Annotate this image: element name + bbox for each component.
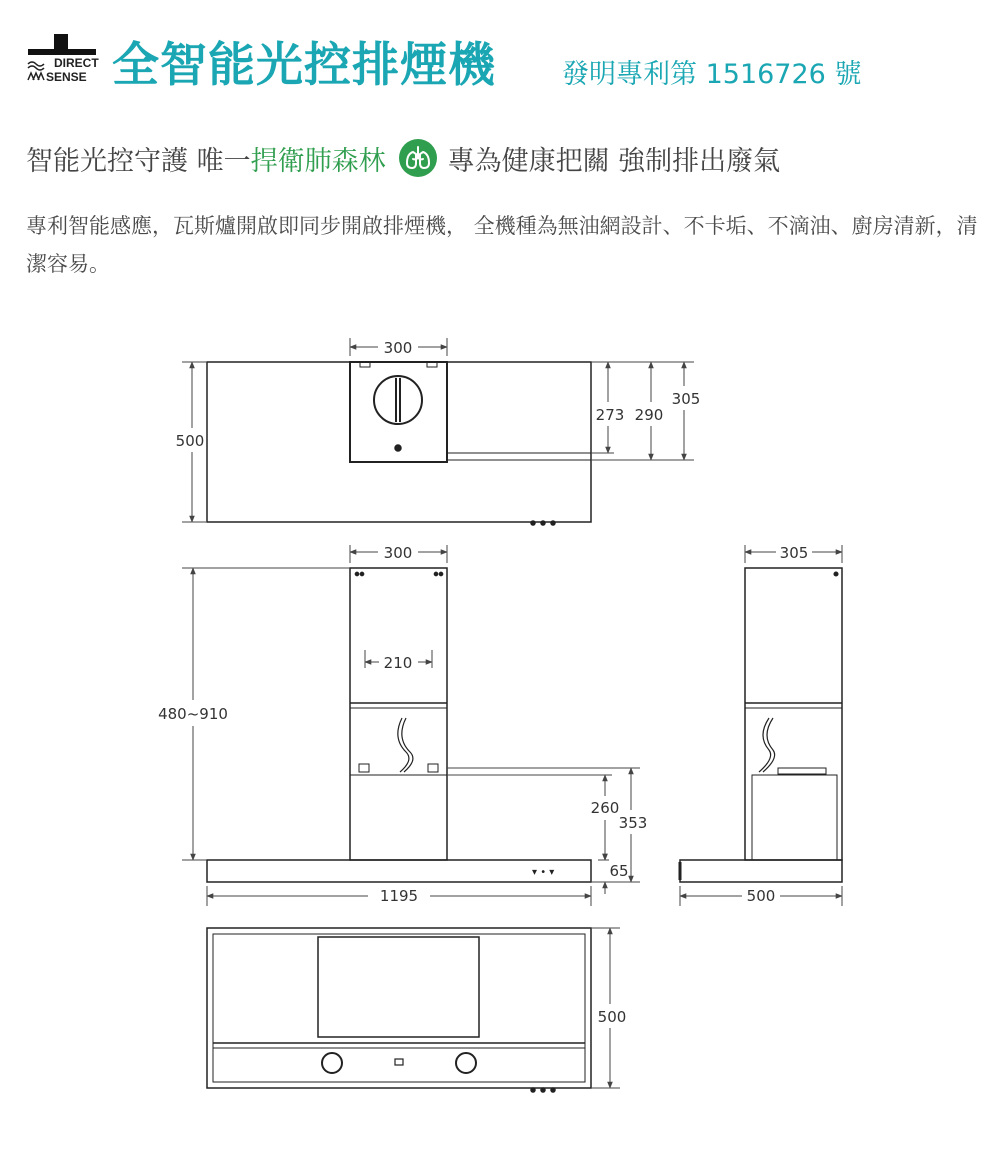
page-title: 全智能光控排煙機 [112, 38, 496, 93]
dim-260: 260 [590, 799, 620, 817]
dim-353: 353 [618, 814, 648, 832]
patent-note [562, 52, 861, 91]
dim-inner-width: 210 [383, 654, 413, 672]
technical-drawing [0, 320, 1000, 1120]
patent-number: 1516726 [705, 59, 826, 90]
top-view [207, 362, 591, 525]
dim-65: 65 [609, 862, 629, 880]
patent-suffix: 號 [834, 59, 862, 90]
dim-305: 305 [671, 390, 701, 408]
dim-total-width: 1195 [379, 887, 419, 905]
dim-273: 273 [595, 406, 625, 424]
svg-text:DIRECT: DIRECT [54, 56, 99, 70]
tagline-part2: 專為健康把關 強制排出廢氣 [447, 146, 781, 177]
bottom-view [207, 928, 591, 1092]
front-view-dimensions [182, 545, 640, 906]
dim-top-width: 300 [383, 339, 413, 357]
svg-text:SENSE: SENSE [46, 70, 87, 84]
dim-height-range: 480~910 [158, 705, 228, 723]
side-view [680, 568, 842, 882]
side-view-dimensions [680, 545, 842, 906]
dim-chimney-width: 300 [383, 544, 413, 562]
front-view [207, 568, 591, 882]
tagline [26, 138, 780, 178]
svg-text:▾ • ▾: ▾ • ▾ [532, 867, 555, 878]
dim-side-depth: 500 [746, 887, 776, 905]
dim-290: 290 [634, 406, 664, 424]
patent-prefix: 發明專利第 [562, 59, 697, 90]
tagline-highlight: 捍衛肺森林 [250, 146, 386, 177]
direct-sense-logo [22, 32, 100, 84]
dim-top-depth: 500 [175, 432, 205, 450]
description-text: 專利智能感應，瓦斯爐開啟即同步開啟排煙機， 全機種為無油網設計、不卡垢、不滴油、廚房清新，清潔容易。 [26, 214, 978, 276]
dim-bottom-depth: 500 [597, 1008, 627, 1026]
tagline-part1: 智能光控守護 唯一 [26, 146, 251, 177]
lung-leaf-icon [398, 138, 438, 178]
dim-side-width: 305 [779, 544, 809, 562]
top-view-dimensions [182, 338, 694, 522]
